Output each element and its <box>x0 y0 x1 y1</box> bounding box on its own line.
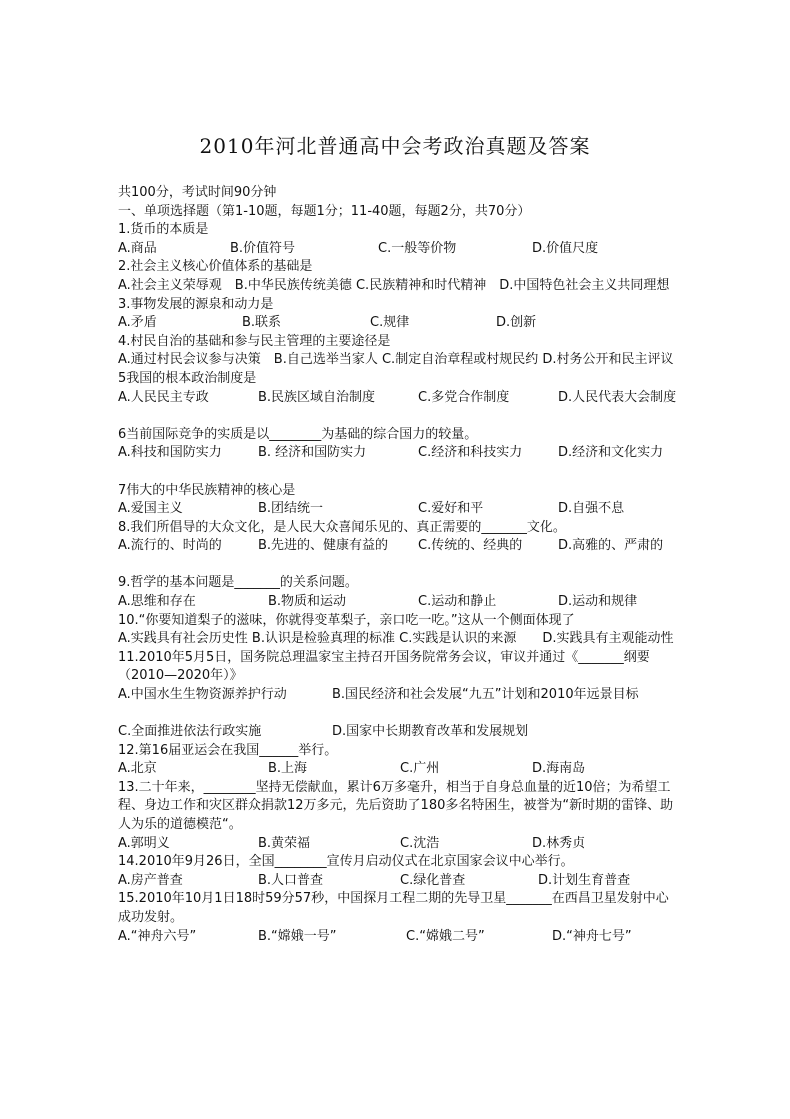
option: D.运动和规律 <box>558 594 638 610</box>
option-row <box>118 444 678 463</box>
option: A.流行的、时尚的 <box>118 538 222 554</box>
option: D.计划生育普查 <box>538 872 631 888</box>
option: A.中国水生生物资源养护行动 <box>118 687 287 703</box>
option: B.联系 <box>242 315 282 331</box>
option-row: A.社会主义荣辱观 B.中华民族传统美德 C.民族精神和时代精神 D.中国特色社会主义共同理想 <box>118 277 670 293</box>
option: C.运动和静止 <box>418 594 497 610</box>
option: D.海南岛 <box>532 761 586 777</box>
option: D.高雅的、严肃的 <box>558 538 664 554</box>
option-row <box>118 537 678 556</box>
option: D.创新 <box>496 315 537 331</box>
option: B. 经济和国防实力 <box>258 445 367 461</box>
option: D.林秀贞 <box>532 835 586 851</box>
question-stem: 7伟大的中华民族精神的核心是 <box>118 482 296 498</box>
option: A.“神舟六号” <box>118 928 197 944</box>
option: C.全面推进依法行政实施 <box>118 724 262 740</box>
question-stem: 1.货币的本质是 <box>118 222 209 238</box>
exam-intro: 共100分，考试时间90分钟 <box>118 185 277 200</box>
question-stem: 5我国的根本政治制度是 <box>118 370 257 386</box>
question-stem: 12.第16届亚运会在我国______举行。 <box>118 742 338 758</box>
question-stem: 6当前国际竞争的实质是以________为基础的综合国力的较量。 <box>118 426 478 442</box>
option: C.爱好和平 <box>418 501 484 517</box>
option: C.一般等价物 <box>378 240 457 256</box>
question-stem: 3.事物发展的源泉和动力是 <box>118 296 274 312</box>
option-row <box>118 835 678 854</box>
option: B.民族区域自治制度 <box>258 389 376 405</box>
option-row <box>118 686 678 723</box>
option: C.传统的、经典的 <box>418 538 523 554</box>
option-row <box>118 314 678 333</box>
option-row <box>118 760 678 779</box>
question-stem: 15.2010年10月1日18时59分57秒，中国探月工程二期的先导卫星_______在西昌卫星发射中心成功发射。 <box>118 891 669 925</box>
question-stem: 13.二十年来，________坚持无偿献血，累计6万多毫升，相当于自身总血量的近10倍；为希望工程、身边工作和灾区群众捐款12万多元，先后资助了180多名特困生，被誉为“新时期的雷锋、助人为乐的道德模范“。 <box>118 779 674 832</box>
option: B.先进的、健康有益的 <box>258 538 389 554</box>
option: C.沈浩 <box>400 835 440 851</box>
question-stem: 10.“你要知道梨子的滋味，你就得变革梨子，亲口吃一吃。”这从一个侧面体现了 <box>118 612 575 628</box>
option: A.科技和国防实力 <box>118 445 222 461</box>
exam-content <box>118 184 678 946</box>
option: C.多党合作制度 <box>418 389 510 405</box>
option: A.北京 <box>118 761 157 777</box>
option: A.矛盾 <box>118 315 157 331</box>
option: D.国家中长期教育改革和发展规划 <box>332 724 529 740</box>
option: C.“嫦娥二号” <box>406 928 485 944</box>
section-heading: 一、单项选择题（第1-10题，每题1分；11-40题，每题2分，共70分） <box>118 203 531 219</box>
option-row <box>118 723 678 742</box>
option: A.房产普查 <box>118 872 183 888</box>
option: B.物质和运动 <box>268 594 347 610</box>
option: A.郭明义 <box>118 835 170 851</box>
question-stem: 11.2010年5月5日，国务院总理温家宝主持召开国务院常务会议，审议并通过《_______纲要（2010—2020年）》 <box>118 649 650 684</box>
option: A.爱国主义 <box>118 501 183 517</box>
question-stem: 4.村民自治的基础和参与民主管理的主要途径是 <box>118 333 391 349</box>
question-stem: 9.哲学的基本问题是_______的关系问题。 <box>118 575 358 591</box>
option: B.团结统一 <box>258 501 324 517</box>
option: D.价值尺度 <box>532 240 599 256</box>
option: A.人民民主专政 <box>118 389 209 405</box>
option: D.人民代表大会制度 <box>558 389 677 405</box>
option-row <box>118 872 678 891</box>
option: C.绿化普查 <box>400 872 466 888</box>
page-title: 2010年河北普通高中会考政治真题及答案 <box>199 134 591 158</box>
option: D.“神舟七号” <box>552 928 632 944</box>
option-row: A.通过村民会议参与决策 B.自己选举当家人 C.制定自治章程或村规民约 D.村务公开和民主评议 <box>118 352 674 368</box>
option: B.国民经济和社会发展“九五”计划和2010年远景目标 <box>332 687 639 703</box>
option: B.“嫦娥一号” <box>258 928 337 944</box>
option: A.商品 <box>118 240 157 256</box>
option: A.思维和存在 <box>118 594 196 610</box>
question-stem: 2.社会主义核心价值体系的基础是 <box>118 259 313 275</box>
question-stem: 14.2010年9月26日，全国________宣传月启动仪式在北京国家会议中心举行。 <box>118 854 574 870</box>
option: B.人口普查 <box>258 872 324 888</box>
option-row: A.实践具有社会历史性 B.认识是检验真理的标准 C.实践是认识的来源 D.实践具有主观能动性 <box>118 631 674 647</box>
option: D.自强不息 <box>558 501 625 517</box>
option-row <box>118 389 678 408</box>
option: B.价值符号 <box>230 240 296 256</box>
option: D.经济和文化实力 <box>558 445 664 461</box>
option-row <box>118 240 678 259</box>
option: C.广州 <box>400 761 440 777</box>
option: C.规律 <box>370 315 410 331</box>
option-row <box>118 500 678 519</box>
option-row <box>118 928 678 947</box>
option: B.上海 <box>268 761 308 777</box>
option: B.黄荣福 <box>258 835 311 851</box>
option-row <box>118 593 678 612</box>
option: C.经济和科技实力 <box>418 445 523 461</box>
question-stem: 8.我们所倡导的大众文化，是人民大众喜闻乐见的、真正需要的_______文化。 <box>118 519 566 535</box>
